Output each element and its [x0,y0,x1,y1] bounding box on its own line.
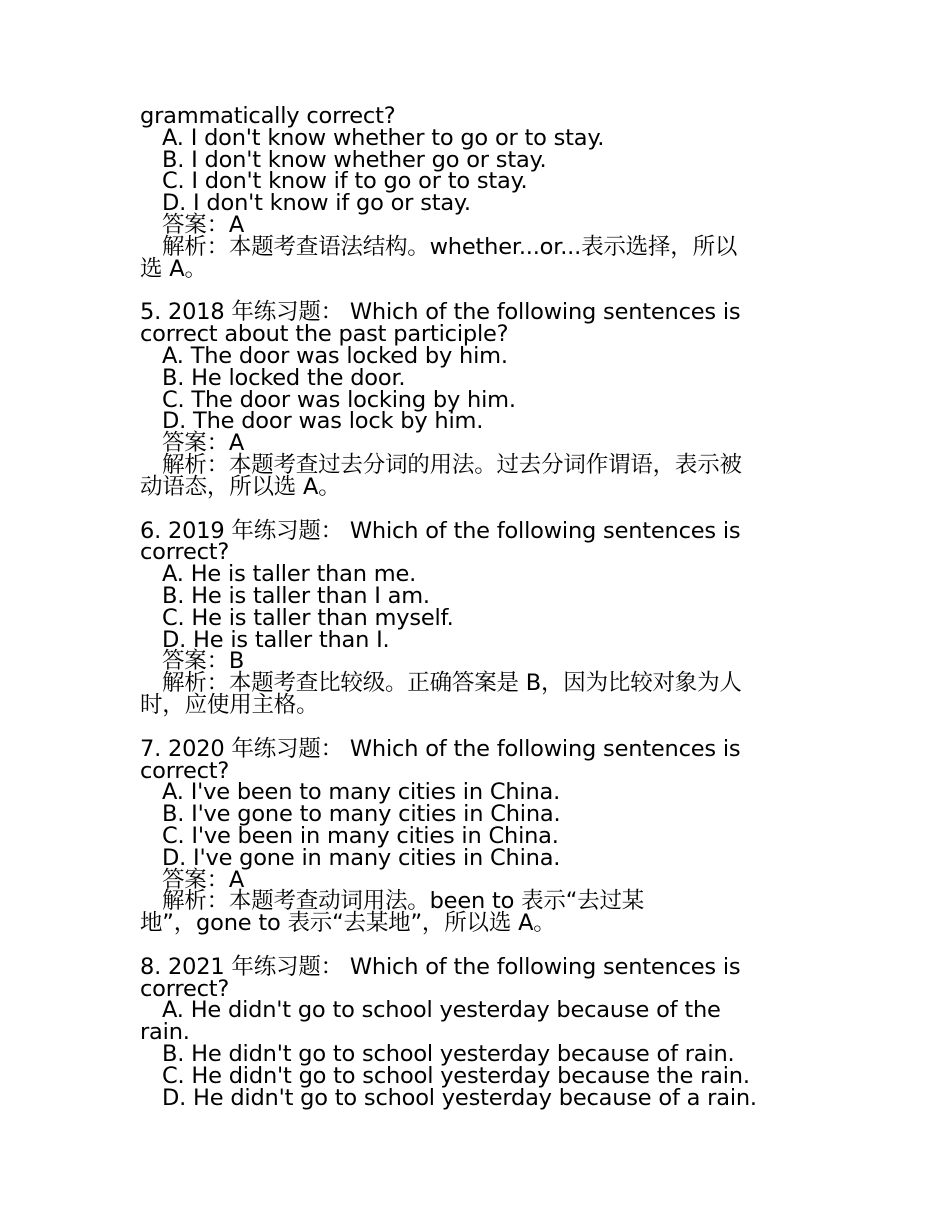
analysis-text-continued: 动语态，所以选 A。 [140,473,341,500]
document-page [140,103,830,1111]
answer-text: 答案：A [162,211,245,238]
question-heading-continued: correct? [140,539,230,566]
question-5-block [140,299,830,500]
option-d: D. He didn't go to school yesterday because of a rain. [162,1084,757,1111]
analysis-text: 解析：本题考查比较级。正确答案是 B，因为比较对象为人 [162,670,742,697]
option-d: D. The door was lock by him. [162,408,484,435]
option-c: C. I've been in many cities in China. [162,822,559,849]
option-b: B. He locked the door. [162,364,406,391]
option-a: A. The door was locked by him. [162,342,508,369]
analysis-text: 解析：本题考查语法结构。whether...or...表示选择，所以 [162,233,738,260]
option-d: D. He is taller than I. [162,626,390,653]
option-c: C. The door was locking by him. [162,386,516,413]
option-d: D. I don't know if go or stay. [162,190,471,217]
option-c: C. I don't know if to go or to stay. [162,168,528,195]
analysis-text: 解析：本题考查动词用法。been to 表示“去过某 [162,888,645,915]
answer-text: 答案：B [162,648,245,675]
option-b: B. I've gone to many cities in China. [162,801,561,828]
option-b: B. He is taller than I am. [162,582,430,609]
question-heading: 7. 2020 年练习题： Which of the following sentences is [140,735,741,762]
option-c: C. He is taller than myself. [162,604,454,631]
option-a: A. I don't know whether to go or to stay. [162,124,605,151]
question-text: grammatically correct? [140,103,396,129]
question-8-block [140,953,830,1111]
option-d: D. I've gone in many cities in China. [162,844,561,871]
question-4-block [140,103,830,282]
question-heading-continued: correct about the past participle? [140,321,509,348]
answer-text: 答案：A [162,866,245,893]
question-6-block [140,517,830,718]
question-heading-continued: correct? [140,975,230,1002]
answer-text: 答案：A [162,430,245,457]
question-7-block [140,735,830,937]
question-heading: 6. 2019 年练习题： Which of the following sentences is [140,517,741,544]
analysis-text: 解析：本题考查过去分词的用法。过去分词作谓语，表示被 [162,451,742,478]
option-a: A. He didn't go to school yesterday because of the [162,997,721,1024]
analysis-text-continued: 时，应使用主格。 [140,691,319,718]
option-a-continued: rain. [140,1019,190,1046]
option-a: A. He is taller than me. [162,561,417,588]
option-a: A. I've been to many cities in China. [162,779,561,806]
option-b: B. I don't know whether go or stay. [162,146,547,173]
question-heading-continued: correct? [140,757,230,784]
question-heading: 8. 2021 年练习题： Which of the following sentences is [140,953,741,980]
analysis-text-continued: 选 A。 [140,255,207,282]
option-b: B. He didn't go to school yesterday because of rain. [162,1041,735,1068]
question-heading: 5. 2018 年练习题： Which of the following sentences is [140,299,741,326]
option-c: C. He didn't go to school yesterday because the rain. [162,1062,750,1089]
analysis-text-continued: 地”，gone to 表示“去某地”，所以选 A。 [140,910,556,937]
